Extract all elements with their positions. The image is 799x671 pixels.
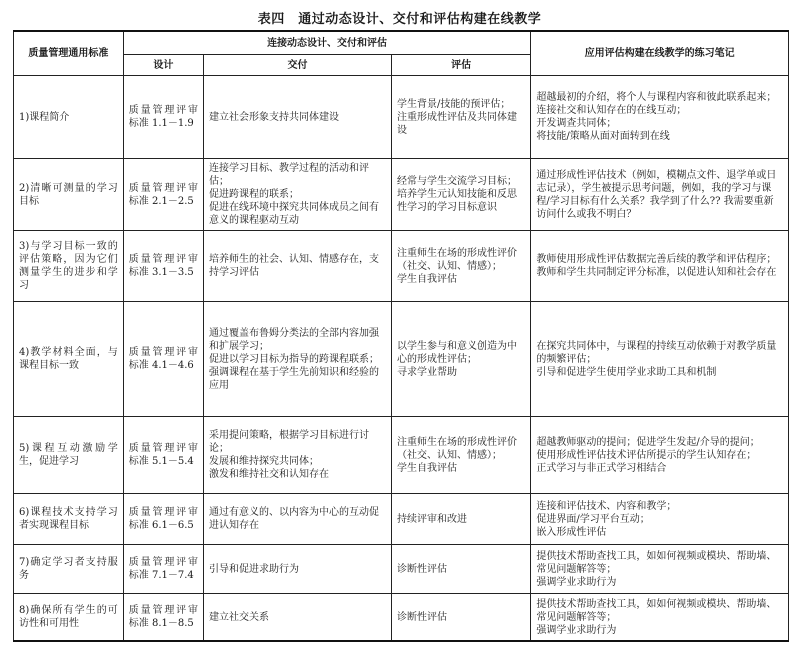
delivery-line: 培养师生的社会、认知、情感存在，支持学习评估 (209, 254, 380, 278)
cell-delivery (204, 302, 392, 417)
table-row (14, 417, 789, 494)
header-standard: 质量管理通用标准 (14, 31, 124, 76)
cell-standard: 8)确保所有学生的可访性和可用性 (14, 594, 124, 642)
delivery-line: 激发和维持社交和认知存在 (209, 469, 330, 480)
evaluation-line: 注重师生在场的形成性评价（社交、认知、情感）； (396, 247, 517, 272)
table-row (14, 594, 789, 642)
delivery-line: 通过有意义的、以内容为中心的互动促进认知存在 (209, 507, 380, 531)
cell-evaluation (391, 302, 530, 417)
table-body (14, 76, 789, 642)
notes-line: 超越教师驱动的提问；促进学生发起/介导的提问； (536, 436, 760, 448)
cell-design: 质量管理评审标准 7.1－7.4 (123, 545, 203, 594)
table-row (14, 231, 789, 302)
notes-line: 开发调查共同体； (536, 118, 617, 129)
cell-delivery (204, 417, 392, 494)
delivery-line: 建立社交关系 (209, 611, 270, 623)
cell-delivery (204, 545, 392, 594)
table-row (14, 302, 789, 417)
cell-delivery (204, 76, 392, 159)
notes-line: 通过形成性评估技术（例如，模糊点文件、退学单或日志记录），学生被提示思考问题，例如，我的学习与课程/学习目标有什么关系？我学到了什么?? 我需要重新访问什么或我不明白？ (536, 169, 777, 220)
evaluation-line: 培养学生元认知技能和反思性学习的学习目标意识 (396, 189, 517, 213)
cell-notes (531, 159, 789, 231)
cell-notes (531, 231, 789, 302)
cell-evaluation (391, 545, 530, 594)
cell-design: 质量管理评审标准 5.1－5.4 (123, 417, 203, 494)
header-row-1 (14, 31, 789, 55)
delivery-line: 促进跨课程的联系； (209, 189, 300, 200)
cell-standard: 3)与学习目标一致的评估策略，因为它们测量学生的进步和学习 (14, 231, 124, 302)
cell-evaluation (391, 494, 530, 545)
notes-line: 将技能/策略从面对面转到在线 (536, 131, 670, 142)
cell-design: 质量管理评审标准 8.1－8.5 (123, 594, 203, 642)
evaluation-line: 持续评审和改进 (396, 513, 467, 525)
notes-line: 超越最初的介绍，将个人与课程内容和彼此联系起来； (536, 92, 777, 103)
cell-design: 质量管理评审标准 4.1－4.6 (123, 302, 203, 417)
notes-line: 提供技术帮助查找工具，如如何视频或模块、帮助墙、常见问题解答等； (536, 598, 777, 623)
cell-notes (531, 594, 789, 642)
notes-line: 教师和学生共同制定评分标准，以促进认知和社会存在 (536, 267, 777, 278)
delivery-line: 强调课程在基于学生先前知识和经验的应用 (209, 366, 380, 391)
cell-notes (531, 76, 789, 159)
evaluation-line: 注重师生在场的形成性评价（社交、认知、情感）； (396, 436, 517, 461)
header-evaluation: 评估 (391, 55, 530, 76)
cell-design: 质量管理评审标准 2.1－2.5 (123, 159, 203, 231)
cell-delivery (204, 594, 392, 642)
header-delivery: 交付 (204, 55, 392, 76)
table-row (14, 494, 789, 545)
table-row (14, 76, 789, 159)
notes-line: 连接社交和认知存在的在线互动； (536, 105, 687, 116)
cell-notes (531, 494, 789, 545)
table-row (14, 159, 789, 231)
delivery-line: 促进以学习目标为指导的跨课程联系； (209, 353, 380, 365)
cell-standard: 1)课程简介 (14, 76, 124, 159)
cell-standard: 4)教学材料全面，与课程目标一致 (14, 302, 124, 417)
cell-delivery (204, 494, 392, 545)
header-design: 设计 (123, 55, 203, 76)
evaluation-line: 寻求学业帮助 (396, 366, 457, 378)
evaluation-line: 诊断性评估 (396, 611, 447, 623)
evaluation-line: 诊断性评估 (396, 563, 447, 575)
cell-evaluation (391, 231, 530, 302)
delivery-line: 采用提问策略，根据学习目标进行讨论； (209, 430, 370, 454)
header-group: 连接动态设计、交付和评估 (123, 31, 531, 55)
cell-evaluation (391, 76, 530, 159)
notes-line: 强调学业求助行为 (536, 576, 617, 588)
notes-line: 强调学业求助行为 (536, 624, 617, 636)
evaluation-line: 学生自我评估 (396, 462, 457, 474)
delivery-line: 发展和维持探究共同体； (209, 456, 320, 467)
cell-evaluation (391, 594, 530, 642)
cell-standard: 7)确定学习者支持服务 (14, 545, 124, 594)
notes-line: 嵌入形成性评估 (536, 526, 607, 538)
cell-design: 质量管理评审标准 3.1－3.5 (123, 231, 203, 302)
cell-delivery (204, 231, 392, 302)
table-row (14, 545, 789, 594)
table-title: 表四 通过动态设计、交付和评估构建在线教学 (257, 12, 542, 27)
header-notes: 应用评估构建在线教学的练习笔记 (531, 31, 789, 76)
delivery-line: 建立社会形象支持共同体建设 (209, 111, 340, 123)
delivery-line: 连接学习目标、教学过程的活动和评估； (209, 163, 370, 187)
notes-line: 提供技术帮助查找工具，如如何视频或模块、帮助墙、常见问题解答等； (536, 550, 777, 575)
notes-line: 教师使用形成性评估数据完善后续的教学和评估程序； (536, 254, 777, 265)
cell-evaluation (391, 159, 530, 231)
evaluation-line: 学生背景/技能的预评估； (396, 98, 511, 110)
delivery-line: 通过覆盖布鲁姆分类法的全部内容加强和扩展学习； (209, 327, 380, 352)
cell-evaluation (391, 417, 530, 494)
delivery-line: 引导和促进求助行为 (209, 563, 300, 575)
cell-standard: 2)清晰可测量的学习目标 (14, 159, 124, 231)
cell-standard: 5)课程互动激励学生，促进学习 (14, 417, 124, 494)
delivery-line: 促进在线环境中探究共同体成员之间有意义的课程驱动互动 (209, 202, 380, 226)
cell-notes (531, 302, 789, 417)
notes-line: 在探究共同体中，与课程的持续互动依赖于对教学质量的频繁评估； (536, 340, 777, 365)
notes-line: 促进界面/学习平台互动； (536, 513, 650, 525)
cell-standard: 6)课程技术支持学习者实现课程目标 (14, 494, 124, 545)
cell-delivery (204, 159, 392, 231)
criteria-table (13, 30, 789, 642)
cell-design: 质量管理评审标准 1.1－1.9 (123, 76, 203, 159)
notes-line: 正式学习与非正式学习相结合 (536, 462, 667, 474)
evaluation-line: 学生自我评估 (396, 273, 457, 285)
evaluation-line: 注重形成性评估及共同体建设 (396, 111, 517, 136)
cell-notes (531, 545, 789, 594)
cell-design: 质量管理评审标准 6.1－6.5 (123, 494, 203, 545)
notes-line: 连接和评估技术、内容和教学； (536, 500, 677, 512)
notes-line: 使用形成性评估技术评估所提示的学生认知存在； (536, 449, 757, 461)
notes-line: 引导和促进学生使用学业求助工具和机制 (536, 366, 717, 378)
evaluation-line: 以学生参与和意义创造为中心的形成性评估； (396, 340, 517, 365)
evaluation-line: 经常与学生交流学习目标； (396, 176, 517, 187)
cell-notes (531, 417, 789, 494)
